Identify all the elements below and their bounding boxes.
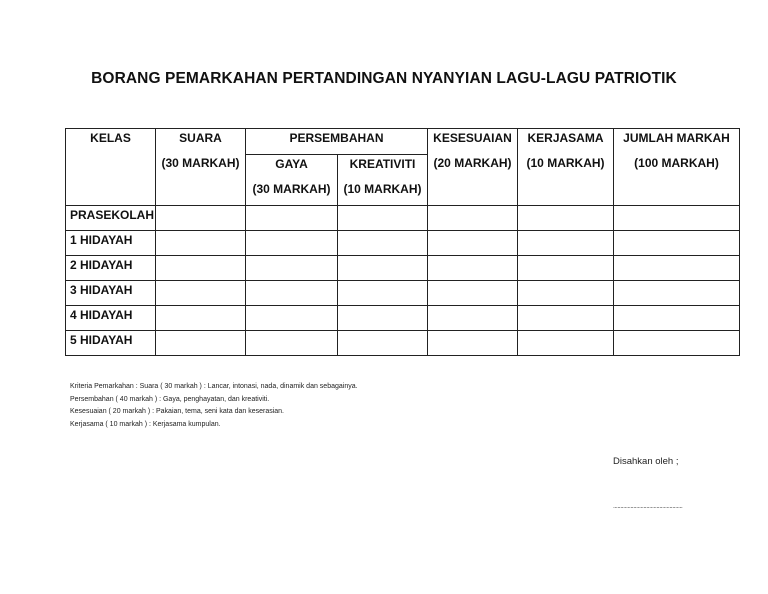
header-kreativiti-marks: (10 MARKAH) xyxy=(338,180,428,206)
scoring-table xyxy=(65,128,740,356)
header-gaya: GAYA xyxy=(246,155,338,181)
header-persembahan: PERSEMBAHAN xyxy=(246,129,428,155)
header-kerjasama: KERJASAMA (10 MARKAH) xyxy=(518,129,614,206)
criteria-line: Kesesuaian ( 20 markah ) : Pakaian, tema, seni kata dan keserasian. xyxy=(70,408,285,415)
marking-criteria xyxy=(70,381,358,431)
row-label: 2 HIDAYAH xyxy=(66,256,156,281)
criteria-line: Persembahan ( 40 markah ) : Gaya, penghayatan, dan kreativiti. xyxy=(70,395,270,403)
score-cell[interactable] xyxy=(156,231,246,256)
score-cell[interactable] xyxy=(518,206,614,231)
header-kreativiti: KREATIVITI xyxy=(338,155,428,181)
score-cell[interactable] xyxy=(518,306,614,331)
header-row xyxy=(66,129,740,155)
score-cell[interactable] xyxy=(428,206,518,231)
score-cell[interactable] xyxy=(614,256,740,281)
score-cell[interactable] xyxy=(338,331,428,356)
row-label: 3 HIDAYAH xyxy=(66,281,156,306)
score-cell[interactable] xyxy=(614,206,740,231)
table-row xyxy=(66,306,740,331)
score-cell[interactable] xyxy=(428,281,518,306)
score-cell[interactable] xyxy=(428,306,518,331)
score-cell[interactable] xyxy=(156,281,246,306)
score-cell[interactable] xyxy=(246,331,338,356)
table-row xyxy=(66,331,740,356)
score-cell[interactable] xyxy=(156,331,246,356)
score-cell[interactable] xyxy=(428,331,518,356)
score-cell[interactable] xyxy=(428,231,518,256)
header-suara: SUARA (30 MARKAH) xyxy=(156,129,246,206)
score-cell[interactable] xyxy=(338,206,428,231)
score-cell[interactable] xyxy=(246,206,338,231)
header-gaya-marks: (30 MARKAH) xyxy=(246,180,338,206)
score-cell[interactable] xyxy=(338,256,428,281)
table-body xyxy=(66,206,740,356)
row-label: 4 HIDAYAH xyxy=(66,306,156,331)
score-cell[interactable] xyxy=(246,306,338,331)
score-cell[interactable] xyxy=(338,231,428,256)
table-row xyxy=(66,256,740,281)
score-cell[interactable] xyxy=(338,306,428,331)
score-cell[interactable] xyxy=(614,281,740,306)
header-jumlah-markah: JUMLAH MARKAH (100 MARKAH) xyxy=(614,129,740,206)
criteria-line: Kerjasama ( 10 markah ) : Kerjasama kumpulan. xyxy=(70,420,221,428)
score-cell[interactable] xyxy=(246,231,338,256)
score-cell[interactable] xyxy=(156,256,246,281)
table-row xyxy=(66,281,740,306)
score-cell[interactable] xyxy=(518,331,614,356)
score-cell[interactable] xyxy=(614,306,740,331)
score-cell[interactable] xyxy=(614,231,740,256)
signature-line: ................................................ xyxy=(613,503,683,510)
score-cell[interactable] xyxy=(246,256,338,281)
approved-by-label: Disahkan oleh ; xyxy=(613,456,679,467)
score-cell[interactable] xyxy=(518,256,614,281)
score-cell[interactable] xyxy=(428,256,518,281)
table-row xyxy=(66,231,740,256)
row-label: 1 HIDAYAH xyxy=(66,231,156,256)
header-kelas: KELAS xyxy=(66,129,156,206)
row-label: 5 HIDAYAH xyxy=(66,331,156,356)
score-cell[interactable] xyxy=(156,206,246,231)
header-kesesuaian: KESESUAIAN (20 MARKAH) xyxy=(428,129,518,206)
score-cell[interactable] xyxy=(518,281,614,306)
score-cell[interactable] xyxy=(518,231,614,256)
criteria-line: Kriteria Pemarkahan : Suara ( 30 markah ) : Lancar, intonasi, nada, dinamik dan sebagainya. xyxy=(70,383,358,390)
form-title: BORANG PEMARKAHAN PERTANDINGAN NYANYIAN LAGU-LAGU PATRIOTIK xyxy=(91,70,677,87)
row-label: PRASEKOLAH xyxy=(66,206,156,231)
score-cell[interactable] xyxy=(246,281,338,306)
score-cell[interactable] xyxy=(614,331,740,356)
score-cell[interactable] xyxy=(156,306,246,331)
score-cell[interactable] xyxy=(338,281,428,306)
table-row xyxy=(66,206,740,231)
